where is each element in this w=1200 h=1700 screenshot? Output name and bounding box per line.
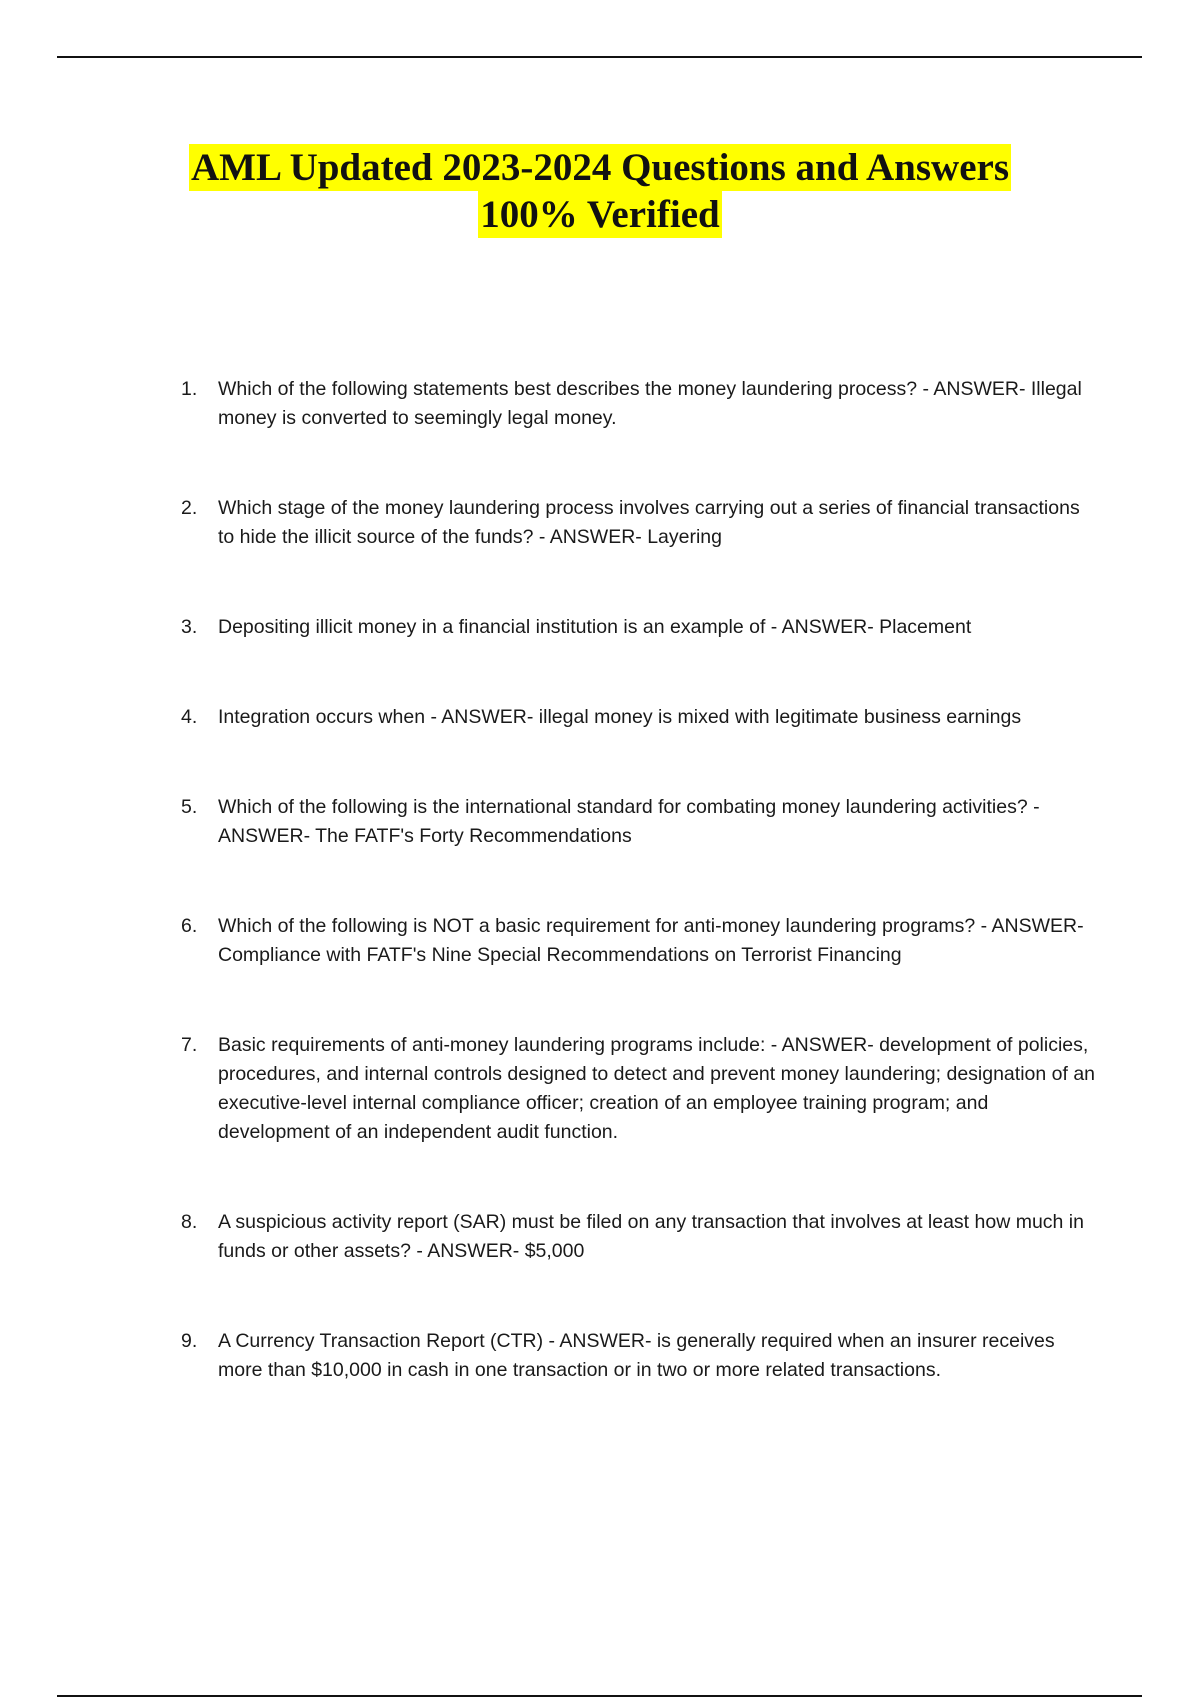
list-item <box>0 1208 1200 1266</box>
item-text: Basic requirements of anti-money laundering programs include: - ANSWER- development of policies, procedures, and internal controls designed to detect and prevent money laundering; designation of an executive-level internal compliance officer; creation of an employee training program; and development of an independent audit function. <box>218 1034 1096 1143</box>
list-item <box>0 1327 1200 1385</box>
item-number: 3. <box>181 616 198 638</box>
list-item <box>0 613 1200 642</box>
item-text: A Currency Transaction Report (CTR) - ANSWER- is generally required when an insurer receives more than $10,000 in cash in one transaction or in two or more related transactions. <box>218 1330 1055 1381</box>
item-text: A suspicious activity report (SAR) must be filed on any transaction that involves at least how much in funds or other assets? - ANSWER- $5,000 <box>218 1211 1084 1262</box>
list-item <box>0 793 1200 851</box>
item-number: 5. <box>181 796 198 818</box>
item-number: 2. <box>181 497 198 519</box>
title-line-1: AML Updated 2023-2024 Questions and Answers <box>190 146 1010 189</box>
item-number: 8. <box>181 1211 198 1233</box>
item-number: 7. <box>181 1034 198 1056</box>
item-text: Which stage of the money laundering process involves carrying out a series of financial transactions to hide the illicit source of the funds? - ANSWER- Layering <box>218 497 1080 548</box>
document-title <box>0 144 1200 238</box>
list-item <box>0 703 1200 732</box>
item-number: 1. <box>181 378 198 400</box>
question-list <box>0 375 1200 1446</box>
item-text: Which of the following statements best describes the money laundering process? - ANSWER- Illegal money is converted to seemingly legal money. <box>218 378 1082 429</box>
list-item <box>0 1031 1200 1147</box>
top-rule <box>57 56 1142 58</box>
list-item <box>0 494 1200 552</box>
bottom-rule <box>57 1695 1142 1697</box>
item-number: 4. <box>181 706 198 728</box>
item-text: Which of the following is NOT a basic requirement for anti-money laundering programs? - ANSWER- Compliance with FATF's Nine Special Recommendations on Terrorist Financing <box>218 915 1084 966</box>
item-text: Which of the following is the international standard for combating money laundering activities? - ANSWER- The FATF's Forty Recommendations <box>218 796 1040 847</box>
item-text: Depositing illicit money in a financial institution is an example of - ANSWER- Placement <box>218 616 972 638</box>
list-item <box>0 375 1200 433</box>
item-number: 9. <box>181 1330 198 1352</box>
list-item <box>0 912 1200 970</box>
item-number: 6. <box>181 915 198 937</box>
title-line-2: 100% Verified <box>480 193 720 236</box>
item-text: Integration occurs when - ANSWER- illegal money is mixed with legitimate business earnings <box>218 706 1022 728</box>
